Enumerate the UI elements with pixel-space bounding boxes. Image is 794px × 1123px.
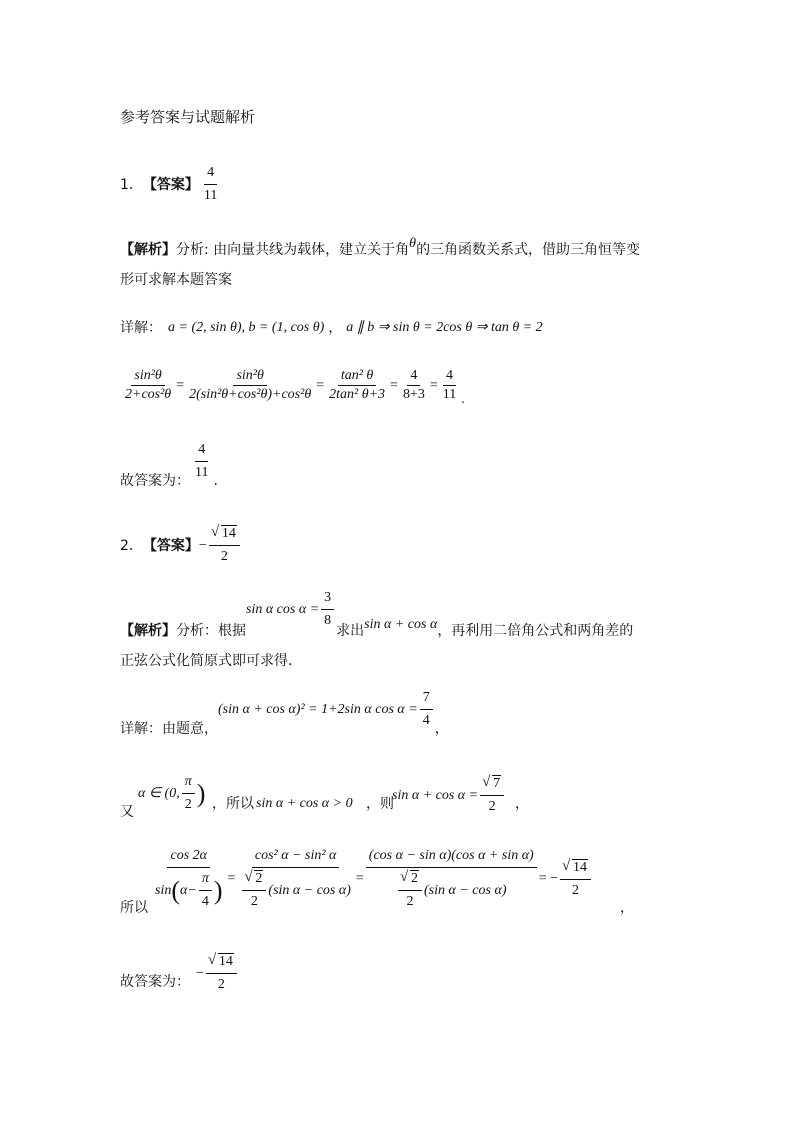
q1-answer-fraction: $\frac{4}{11}$	[203, 165, 218, 203]
q1-final: 故答案为： $\frac{4}{11}$ .	[120, 442, 218, 489]
q1-vectors: a = (2, sin θ), b = (1, cos θ)	[168, 320, 325, 335]
q2-analysis: 【解析】 分析：根据 sin α cos α = $\frac{3}{8}$ 求出 sin α + cos α ，再利用二倍角公式和两角差的	[120, 590, 634, 639]
q2-detail: 详解：由题意， (sin α + cos α)² = 1+2sin α cos α = $\frac{7}{4}$ ，	[120, 690, 449, 737]
q2-answer-row: 2． 【答案】 − √ $\frac{14}{2}$	[120, 524, 242, 567]
q2-given: sin α cos α = $\frac{3}{8}$	[246, 588, 336, 631]
q1-analysis-tag: 【解析】	[120, 242, 176, 258]
q1-parallel: a ∥ b ⇒ sin θ = 2cos θ ⇒ tan θ = 2	[346, 320, 543, 335]
q1-label: 1．	[120, 176, 143, 193]
q1-equation: $\frac{\text{sin²θ}}{\text{2+cos²θ}}$ = $\frac{\text{sin²θ}}{\text{2(sin²θ+cos²θ)+cos²θ}}$ = $\frac{\text{tan² θ}}{\text{2tan² θ+3}}$ = $\frac{4}{8+3}$ = $\frac{4}{11}$ .	[125, 368, 465, 407]
q1-answer-tag: 【答案】	[142, 176, 199, 193]
q2-answer-fraction: √ $\frac{14}{2}$	[209, 524, 240, 567]
q2-analysis-line2: 正弦公式化简原式即可求得．	[120, 653, 302, 669]
q1-answer-row	[120, 163, 222, 206]
q2-answer-tag: 【答案】	[142, 537, 199, 554]
q2-analysis-tag: 【解析】	[120, 623, 176, 639]
q1-analysis-line2: 形可求解本题答案	[120, 272, 232, 288]
q1-analysis: 【解析】分析: 由向量共线为载体，建立关于角θ的三角函数关系式，借助三角恒等变	[120, 236, 641, 258]
q1-detail: 详解： a = (2, sin θ), b = (1, cos θ) ， a ∥ b ⇒ sin θ = 2cos θ ⇒ tan θ = 2	[120, 320, 543, 336]
page-title: 参考答案与试题解析	[120, 108, 256, 126]
q2-label: 2．	[120, 537, 143, 554]
